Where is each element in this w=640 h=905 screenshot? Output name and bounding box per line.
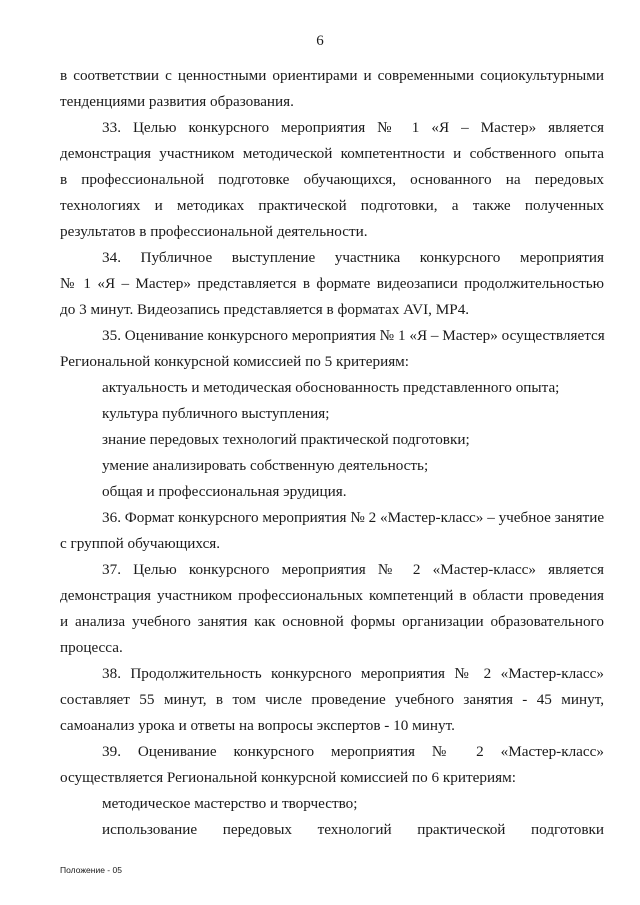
text-line: составляет 55 минут, в том числе проведение учебного занятия - 45 минут, <box>60 691 604 708</box>
text-line: Региональной конкурсной комиссией по 5 критериям: <box>60 353 410 370</box>
criteria-item: общая и профессиональная эрудиция. <box>102 483 347 500</box>
text-line: в соответствии с ценностными ориентирами и современными социокультурными <box>60 67 604 84</box>
criteria-item: умение анализировать собственную деятельность; <box>102 457 429 474</box>
text-line: демонстрация участником профессиональных компетенций в области проведения <box>60 587 604 604</box>
text-line: процесса. <box>60 639 123 656</box>
criteria-item: знание передовых технологий практической подготовки; <box>102 431 470 448</box>
text-line: самоанализ урока и ответы на вопросы экспертов - 10 минут. <box>60 717 455 734</box>
text-line: 38. Продолжительность конкурсного мероприятия № 2 «Мастер-класс» <box>102 665 604 682</box>
text-line: и анализа учебного занятия как основной формы организации образовательного <box>60 613 604 630</box>
text-line: 33. Целью конкурсного мероприятия № 1 «Я – Мастер» является <box>102 119 604 136</box>
text-line: осуществляется Региональной конкурсной комиссией по 6 критериям: <box>60 769 516 786</box>
criteria-item: культура публичного выступления; <box>102 405 330 422</box>
text-line: в профессиональной подготовке обучающихся, основанного на передовых <box>60 171 604 188</box>
text-line: 36. Формат конкурсного мероприятия № 2 «Мастер-класс» – учебное занятие <box>102 509 605 526</box>
text-line: № 1 «Я – Мастер» представляется в формате видеозаписи продолжительностью <box>60 275 604 292</box>
text-line: демонстрация участником методической компетентности и собственного опыта <box>60 145 604 162</box>
text-line: с группой обучающихся. <box>60 535 221 552</box>
text-line: 34. Публичное выступление участника конкурсного мероприятия <box>102 249 604 266</box>
criteria-item: актуальность и методическая обоснованность представленного опыта; <box>102 379 560 396</box>
footer-label: Положение - 05 <box>60 865 122 875</box>
text-line: до 3 минут. Видеозапись представляется в форматах AVI, MP4. <box>60 301 470 318</box>
text-line: 35. Оценивание конкурсного мероприятия № 1 «Я – Мастер» осуществляется <box>102 327 605 344</box>
text-line: 37. Целью конкурсного мероприятия № 2 «Мастер-класс» является <box>102 561 604 578</box>
text-line: результатов в профессиональной деятельности. <box>60 223 368 240</box>
criteria-item: использование передовых технологий практической подготовки <box>102 821 604 838</box>
text-line: 39. Оценивание конкурсного мероприятия № 2 «Мастер-класс» <box>102 743 604 760</box>
text-line: тенденциями развития образования. <box>60 93 294 110</box>
page-number: 6 <box>316 33 324 49</box>
text-line: технологиях и методиках практической подготовки, а также полученных <box>60 197 604 214</box>
criteria-item: методическое мастерство и творчество; <box>102 795 358 812</box>
